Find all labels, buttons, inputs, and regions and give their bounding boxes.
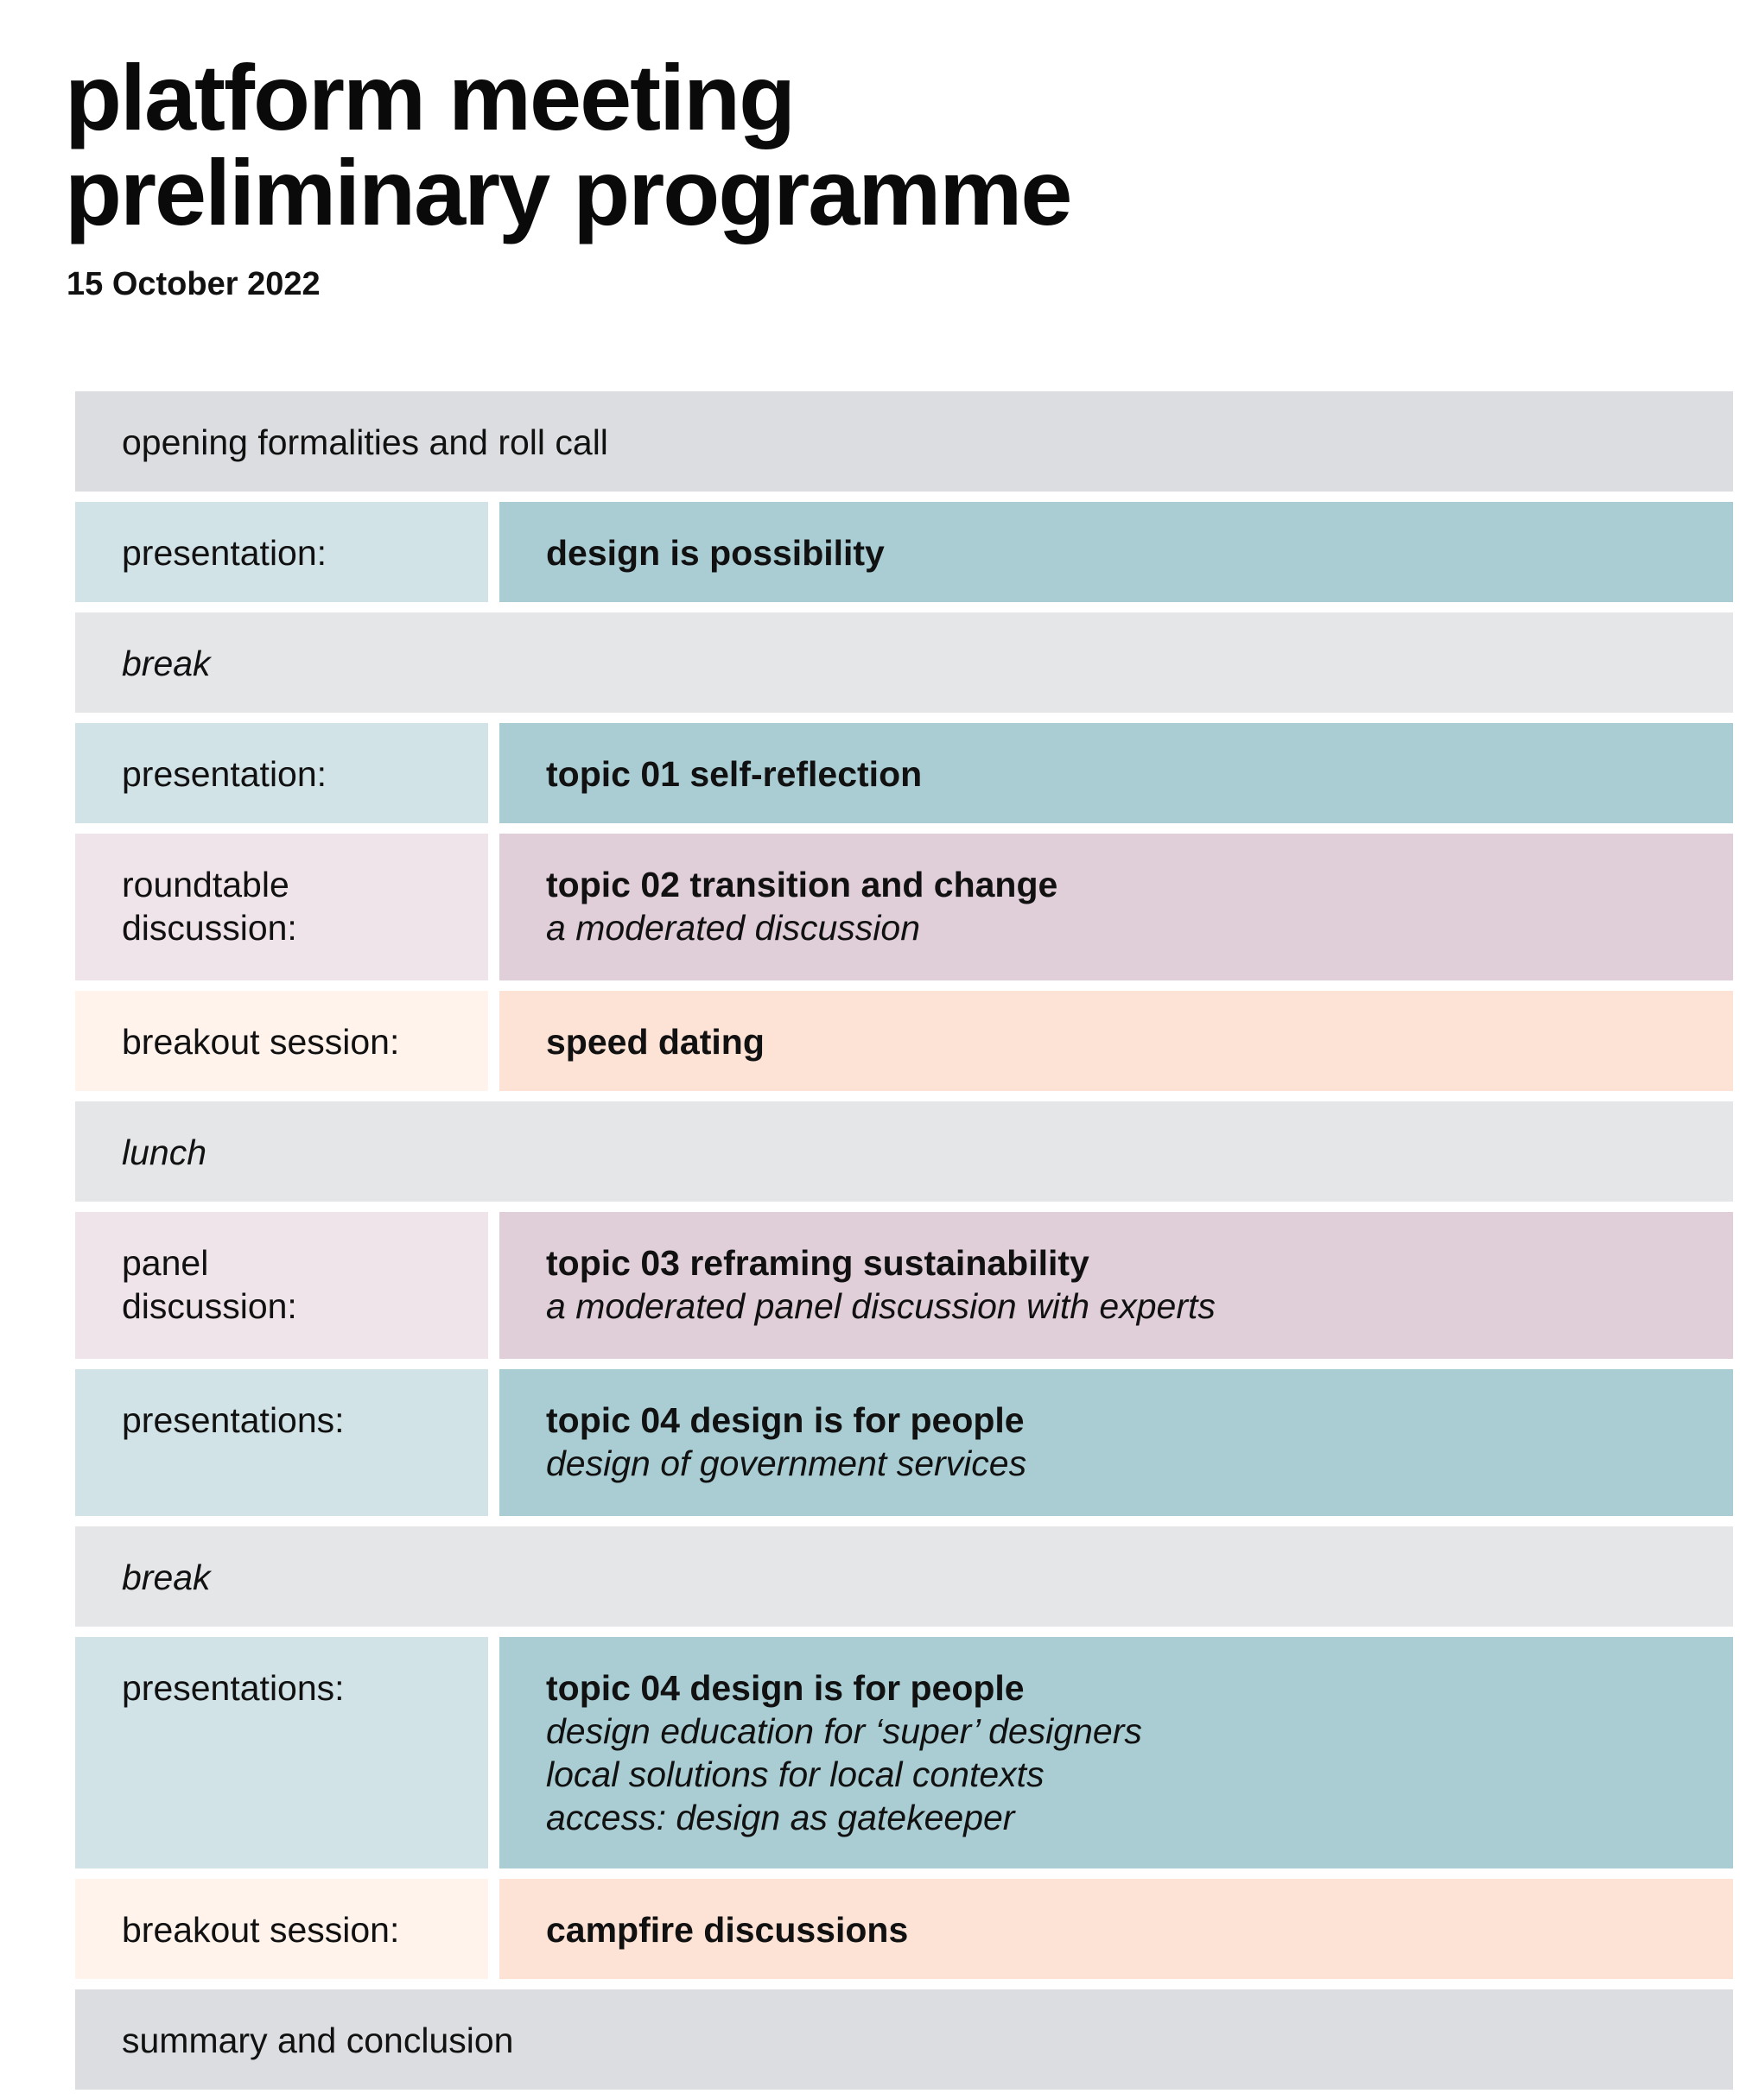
session-type-label — [75, 1369, 488, 1516]
session-title: topic 03 reframing sustainability — [546, 1243, 1089, 1283]
programme-row-break-2 — [75, 1526, 1733, 1627]
session-type-label — [75, 1637, 488, 1868]
session-type-text: presentations: — [122, 1400, 345, 1440]
meeting-date: 15 October 2022 — [67, 266, 321, 302]
programme-row-break-1 — [75, 612, 1733, 713]
break-text: break — [122, 644, 211, 683]
summary-cell — [75, 1989, 1733, 2090]
session-content — [499, 723, 1733, 823]
session-subtitle: local solutions for local contexts — [546, 1754, 1045, 1794]
programme-row-opening — [75, 391, 1733, 492]
session-subtitle: a moderated panel discussion with experts — [546, 1286, 1216, 1326]
session-title: campfire discussions — [546, 1910, 909, 1950]
session-title: topic 04 design is for people — [546, 1668, 1025, 1708]
session-type-text-line-1: panel — [122, 1243, 209, 1283]
session-type-label — [75, 502, 488, 602]
title-line-1: platform meeting — [65, 45, 795, 149]
programme-row-presentations-1 — [75, 1369, 1733, 1516]
programme-row-breakout-1 — [75, 991, 1733, 1091]
session-type-text: breakout session: — [122, 1022, 400, 1062]
session-title: topic 04 design is for people — [546, 1400, 1025, 1440]
programme-row-presentation-1 — [75, 502, 1733, 602]
break-cell — [75, 612, 1733, 713]
session-title: topic 02 transition and change — [546, 865, 1058, 904]
break-cell — [75, 1526, 1733, 1627]
session-content — [499, 1637, 1733, 1868]
session-type-text: presentation: — [122, 533, 327, 573]
session-subtitle: design education for ‘super’ designers — [546, 1711, 1142, 1751]
session-type-label — [75, 723, 488, 823]
opening-cell — [75, 391, 1733, 492]
programme-row-presentation-2 — [75, 723, 1733, 823]
session-content — [499, 502, 1733, 602]
programme-row-presentations-2 — [75, 1637, 1733, 1868]
session-content — [499, 1369, 1733, 1516]
session-content — [499, 1212, 1733, 1359]
programme-row-panel — [75, 1212, 1733, 1359]
session-content — [499, 991, 1733, 1091]
programme-row-lunch — [75, 1101, 1733, 1202]
session-type-text-line-2: discussion: — [122, 908, 297, 948]
programme-row-breakout-2 — [75, 1879, 1733, 1979]
session-title: speed dating — [546, 1022, 765, 1062]
session-type-text-line-1: roundtable — [122, 865, 289, 904]
lunch-cell — [75, 1101, 1733, 1202]
session-subtitle: access: design as gatekeeper — [546, 1798, 1015, 1837]
session-type-label — [75, 991, 488, 1091]
session-title: design is possibility — [546, 533, 885, 573]
session-type-text-line-2: discussion: — [122, 1286, 297, 1326]
session-type-text: breakout session: — [122, 1910, 400, 1950]
session-content — [499, 1879, 1733, 1979]
lunch-text: lunch — [122, 1132, 207, 1172]
programme-row-roundtable — [75, 834, 1733, 980]
summary-text: summary and conclusion — [122, 2021, 514, 2060]
break-text: break — [122, 1558, 211, 1597]
opening-text: opening formalities and roll call — [122, 422, 608, 462]
session-type-label — [75, 1879, 488, 1979]
session-content — [499, 834, 1733, 980]
session-type-label — [75, 1212, 488, 1359]
session-subtitle: a moderated discussion — [546, 908, 921, 948]
programme-row-summary — [75, 1989, 1733, 2090]
programme-table — [75, 391, 1733, 2100]
session-type-label — [75, 834, 488, 980]
session-title: topic 01 self-reflection — [546, 754, 923, 794]
session-type-text: presentation: — [122, 754, 327, 794]
page-title — [65, 45, 1071, 244]
session-subtitle: design of government services — [546, 1443, 1027, 1483]
session-type-text: presentations: — [122, 1668, 345, 1708]
title-line-2: preliminary programme — [65, 140, 1071, 244]
